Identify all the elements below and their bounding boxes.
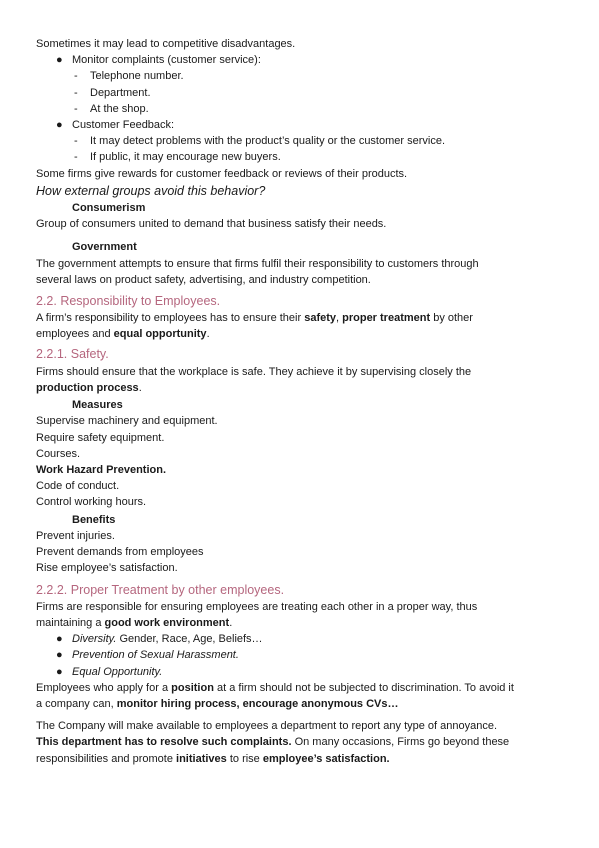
list-item: - It may detect problems with the product’s quality or the customer service. [36,133,566,149]
dash-icon: - [74,86,78,99]
section-heading-2-2-2: 2.2.2. Proper Treatment by other employees. [36,582,285,597]
list-item: ● Diversity. Gender, Race, Age, Beliefs… [36,631,566,647]
list-item: ● Equal Opportunity. [36,664,566,680]
dash-icon: - [74,151,78,164]
bullet-icon: ● [56,665,63,678]
hazard-item: Code of conduct. [36,480,120,493]
document-body [36,36,566,767]
hiring-text: Employees who apply for a position at a firm should not be subjected to discrimination. To avoid it a company can, monitor hiring process, encourage anonymous CVs… [36,681,514,710]
benefit-item: Prevent demands from employees [36,546,204,559]
government-text: The government attempts to ensure that firms fulfil their responsibility to customers through several laws on product safety, advertising, and industry competition. [36,257,479,286]
list-item: - Department. [36,85,566,101]
measures-title: Measures [72,399,123,412]
benefit-item: Rise employee’s satisfaction. [36,562,178,575]
bullet-icon: ● [56,633,63,646]
hazard-title: Work Hazard Prevention. [36,464,166,477]
bullet-icon: ● [56,119,63,132]
section-heading-2-2: 2.2. Responsibility to Employees. [36,294,221,309]
measure-item: Courses. [36,447,81,460]
section-2-2-2-text: Firms are responsible for ensuring employees are treating each other in a proper way, thus maintaining a good work environment. [36,600,478,629]
bullet-icon: ● [56,649,63,662]
consumerism-title: Consumerism [72,202,146,215]
list-item: - If public, it may encourage new buyers. [36,149,566,165]
list-item: ● Customer Feedback: [36,117,566,133]
measure-item: Require safety equipment. [36,431,165,444]
dash-icon: - [74,102,78,115]
benefits-title: Benefits [72,513,116,526]
list-item: ● Monitor complaints (customer service): [36,52,566,68]
benefit-item: Prevent injuries. [36,529,115,542]
list-item: ● Prevention of Sexual Harassment. [36,647,566,663]
dash-icon: - [74,70,78,83]
question-heading: How external groups avoid this behavior? [36,183,266,198]
consumerism-text: Group of consumers united to demand that business satisfy their needs. [36,218,387,231]
section-2-2-text: A firm’s responsibility to employees has to ensure their safety, proper treatment by other employees and equal opportunity. [36,312,473,341]
government-title: Government [72,241,137,254]
bullet-icon: ● [56,54,63,67]
rewards-text: Some firms give rewards for customer feedback or reviews of their products. [36,167,408,180]
list-item: - At the shop. [36,101,566,117]
list-item: - Telephone number. [36,68,566,84]
section-2-2-1-text: Firms should ensure that the workplace is safe. They achieve it by supervising closely the production process. [36,365,472,395]
department-text: The Company will make available to employees a department to report any type of annoyance. This department has to resolve such complaints. On many occasions, Firms go beyond these responsibilities and promote initiatives to rise employee’s satisfaction. [36,720,510,765]
intro-text: Sometimes it may lead to competitive disadvantages. [36,38,296,50]
dash-icon: - [74,135,78,148]
measure-item: Supervise machinery and equipment. [36,415,218,428]
hazard-item: Control working hours. [36,496,147,509]
section-heading-2-2-1: 2.2.1. Safety. [36,346,109,361]
